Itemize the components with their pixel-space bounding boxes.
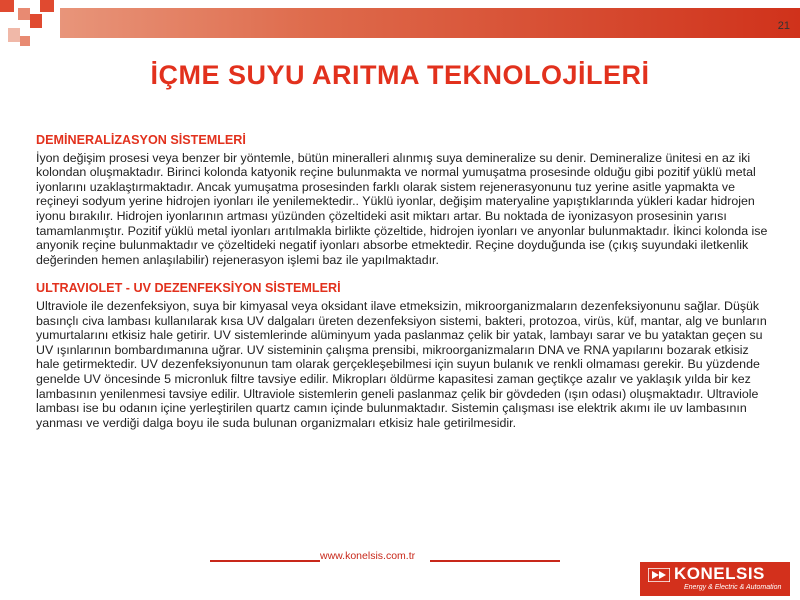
footer-divider-right <box>430 560 560 562</box>
brand-name: KONELSIS <box>674 564 765 583</box>
logo-mark <box>0 0 60 50</box>
brand-logo <box>640 562 790 596</box>
footer-divider-left <box>210 560 320 562</box>
section-heading-demineralization: DEMİNERALİZASYON SİSTEMLERİ <box>36 133 246 147</box>
slide-content <box>36 133 770 444</box>
page-number: 21 <box>777 20 790 32</box>
brand-arrow-icon <box>648 568 670 582</box>
section-text-demineralization: İyon değişim prosesi veya benzer bir yöntemle, bütün mineralleri alınmış suya demineralize su denir. Demineralize ünitesi en az iki kolondan oluşmaktadır. Birinci kolonda katyonik reçine bulunmakta ve normal yumuşatma prosesinde olduğu gibi pozitif yüklü metal iyonlarını uzaklaştırmaktadır. Ancak yumuşatma prosesinden farklı olarak sistem rejenerasyonunu tuz yerine asitle yapmakta ve reçineyi sodyum yerine hidrojen iyonları ile yenilemektedir.. Yüklü iyonlar, değişim materyaline yapıştıklarında yükleri kadar hidrojen iyonu bırakılır. Hidrojen iyonlarının artması yüzünden çözeltideki asit miktarı artar. Bu noktada de iyonizasyon prosesinin yarısı tamamlanmıştır. Pozitif yüklü metal iyonları arıtılmakla birlikte çözeltide, hidrojen iyonları ve anyonlar bulunmaktadır. İkinci kolonda ise anyonik reçine bulunmaktadır ve çözeltideki negatif iyonları absorbe etmektedir. Reçine doyduğunda ise (çıkış suyundaki iletkenlik değerinden hemen anlaşılabilir) rejenerasyon işlemi baz ile yapılmaktadır. <box>36 150 768 267</box>
section-text-uv: Ultraviole ile dezenfeksiyon, suya bir kimyasal veya oksidant ilave etmeksizin, mikroorganizmaların dezenfeksiyonunu sağlar. Düşük basınçlı civa lambası kullanılarak kısa UV dalgaları üreten dezenfeksiyon sistemi, bakteri, protozoa, virüs, küf, mantar, alg ve bunların yumurtalarını etkisiz hale getirir. UV sistemlerinde alüminyum yada paslanmaz çelik bir yatak, lambayı sarar ve bu yataktan geçen su UV ışınlarının bombardımanına uğrar. UV sisteminin çalışma prensibi, mikroorganizmaların DNA ve RNA yapılarını bozarak etkisiz hale getirmektedir. UV dezenfeksiyonunun tam olarak gerçekleşebilmesi için suyun bulanık ve renkli olmaması gerekir. Bu yüzdende genelde UV öncesinde 5 micronluk filtre tavsiye edilir. Mikropları öldürme kapasitesi zaman geçtikçe azalır ve yaklaşık yılda bir kez lambasının yenilenmesi tavsiye edilir. Ultraviole sistemlerin geneli paslanmaz çelik bir gövdeden (ışın odası) oluşmaktadır. Ultraviole lambası ise bu odanın içine yerleştirilen quartz camın içinde bulunmaktadır. Sistemin çalışması ise elektrik akımı ile uv lambasının yanması ve verdiği dalga boyu ile suda bulunan organizmaları etkisiz hale getirilmesidir. <box>36 298 767 430</box>
page-title: İÇME SUYU ARITMA TEKNOLOJİLERİ <box>150 60 650 90</box>
header-bar <box>60 8 800 38</box>
brand-tagline: Energy & Electric & Automation <box>684 584 782 591</box>
footer-url-link[interactable]: www.konelsis.com.tr <box>320 550 416 562</box>
section-heading-uv: ULTRAVIOLET - UV DEZENFEKSİYON SİSTEMLERİ <box>36 281 341 296</box>
